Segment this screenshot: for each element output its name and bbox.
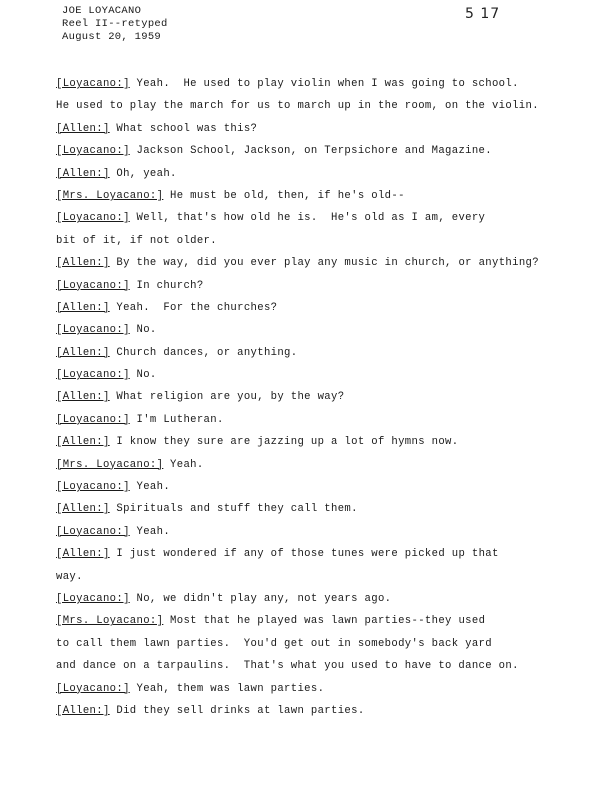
speaker-label: [Allen:] [56,301,110,314]
transcript-line [56,457,596,479]
utterance-text: He must be old, then, if he's old-- [163,189,405,202]
transcript-line [56,501,596,523]
utterance-text: and dance on a tarpaulins. That's what you used to have to dance on. [56,660,519,673]
speaker-label: [Loyacano:] [56,481,130,494]
transcript-line [56,636,596,658]
utterance-text: Yeah. For the churches? [109,301,278,314]
utterance-text: way. [56,570,83,583]
transcript-line [56,546,596,568]
speaker-label: [Loyacano:] [56,592,130,605]
speaker-label: [Allen:] [56,122,110,135]
document-header [62,5,168,44]
transcript-line [56,345,596,367]
utterance-text: No. [129,324,157,337]
transcript-line [56,210,596,232]
transcript-line [56,121,596,143]
reel-label: Reel II--retyped [62,18,168,30]
speaker-label: [Loyacano:] [56,324,130,337]
utterance-text: He used to play the march for us to march up in the room, on the violin. [56,100,539,113]
utterance-text: I just wondered if any of those tunes were picked up that [109,548,499,561]
utterance-text: Yeah. [163,458,204,471]
speaker-label: [Allen:] [56,257,110,270]
utterance-text: Jackson School, Jackson, on Terpsichore and Magazine. [129,145,492,158]
speaker-label: [Allen:] [56,346,110,359]
page-number: 5 17 [465,6,501,22]
transcript-line [56,658,596,680]
speaker-label: [Mrs. Loyacano:] [56,615,164,628]
speaker-label: [Allen:] [56,548,110,561]
utterance-text: Well, that's how old he is. He's old as I am, every [129,212,486,225]
transcript-line [56,233,596,255]
speaker-label: [Allen:] [56,503,110,516]
speaker-label: [Loyacano:] [56,369,130,382]
transcript-line [56,479,596,501]
transcript-line [56,188,596,210]
speaker-label: [Allen:] [56,391,110,404]
speaker-label: [Mrs. Loyacano:] [56,189,164,202]
utterance-text: Most that he played was lawn parties--they used [163,615,486,628]
transcript-line [56,322,596,344]
utterance-text: Yeah. He used to play violin when I was going to school. [129,78,519,90]
transcript-line [56,524,596,546]
speaker-label: [Loyacano:] [56,279,130,292]
transcript-line [56,300,596,322]
utterance-text: bit of it, if not older. [56,234,217,247]
utterance-text: I'm Lutheran. [129,413,224,426]
utterance-text: Oh, yeah. [109,167,177,180]
transcript-body [56,76,596,725]
speaker-label: [Loyacano:] [56,78,130,90]
utterance-text: What school was this? [109,122,258,135]
utterance-text: By the way, did you ever play any music in church, or anything? [109,257,539,270]
utterance-text: In church? [129,279,204,292]
speaker-label: [Loyacano:] [56,413,130,426]
utterance-text: Yeah, them was lawn parties. [129,682,325,695]
transcript-line [56,367,596,389]
interview-date: August 20, 1959 [62,31,162,43]
speaker-label: [Loyacano:] [56,525,130,538]
transcript-line [56,98,596,120]
speaker-label: [Allen:] [56,167,110,180]
transcript-line [56,143,596,165]
speaker-label: [Loyacano:] [56,682,130,695]
utterance-text: No. [129,369,157,382]
utterance-text: Yeah. [129,525,171,538]
transcript-line [56,76,596,98]
speaker-label: [Mrs. Loyacano:] [56,458,164,471]
speaker-label: [Loyacano:] [56,212,130,225]
transcript-line [56,412,596,434]
document-title: JOE LOYACANO [62,5,142,17]
transcript-line [56,681,596,703]
speaker-label: [Allen:] [56,704,110,717]
transcript-line [56,591,596,613]
utterance-text: Church dances, or anything. [109,346,298,359]
transcript-line [56,278,596,300]
utterance-text: Yeah. [129,481,171,494]
transcript-line [56,434,596,456]
speaker-label: [Allen:] [56,436,110,449]
transcript-line [56,569,596,591]
utterance-text: Spirituals and stuff they call them. [109,503,358,516]
transcript-line [56,389,596,411]
transcript-line [56,613,596,635]
speaker-label: [Loyacano:] [56,145,130,158]
utterance-text: I know they sure are jazzing up a lot of hymns now. [109,436,459,449]
transcript-line [56,166,596,188]
utterance-text: Did they sell drinks at lawn parties. [109,704,365,717]
transcript-line [56,703,596,725]
utterance-text: No, we didn't play any, not years ago. [129,592,392,605]
utterance-text: What religion are you, by the way? [109,391,345,404]
utterance-text: to call them lawn parties. You'd get out in somebody's back yard [56,637,492,650]
transcript-line [56,255,596,277]
